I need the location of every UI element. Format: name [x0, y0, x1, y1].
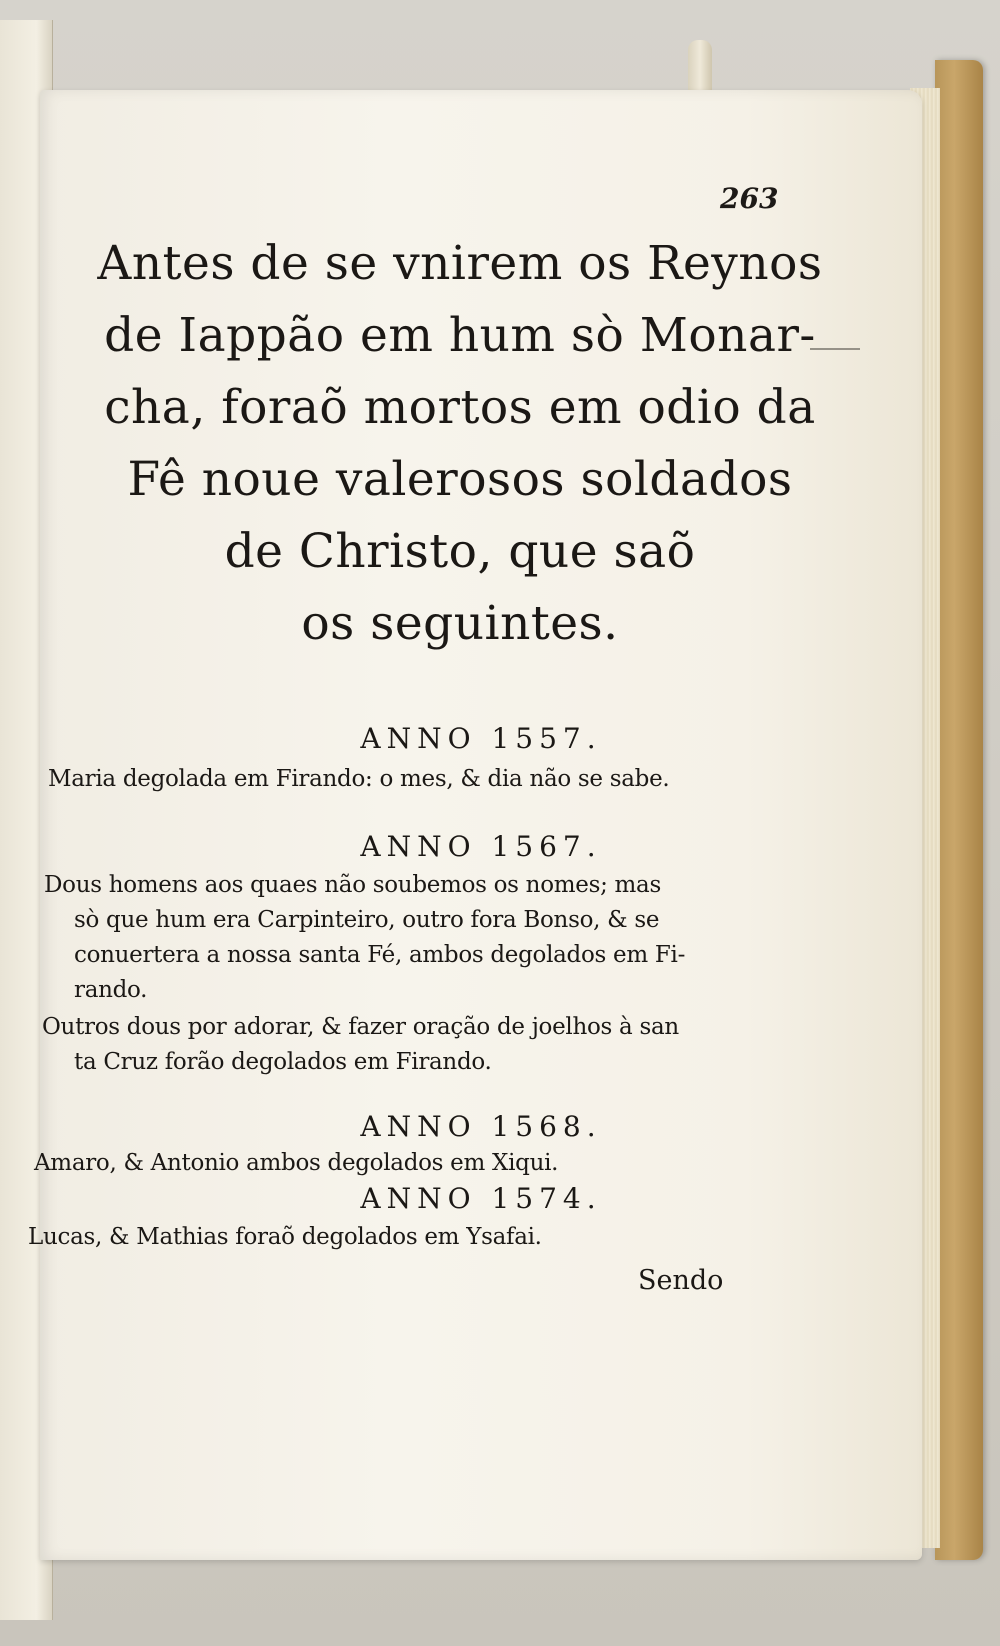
entry-line: sò que hum era Carpinteiro, outro fora Bonso, & se	[74, 907, 660, 933]
heading-line: de Iappão em hum sò Monar-	[104, 308, 816, 363]
heading-line: Antes de se vnirem os Reynos	[97, 236, 823, 291]
year-heading: ANNO 1557.	[360, 722, 602, 755]
entry-line: Dous homens aos quaes não soubemos os nomes; mas	[44, 872, 661, 898]
page-number: 263	[720, 182, 779, 215]
entry-line: Maria degolada em Firando: o mes, & dia não se sabe.	[48, 766, 670, 792]
entry-line: conuertera a nossa santa Fé, ambos degolados em Fi-	[74, 942, 686, 968]
entry-line: ta Cruz forão degolados em Firando.	[74, 1049, 492, 1075]
book-page	[28, 90, 922, 1560]
heading-line: de Christo, que saõ	[224, 524, 696, 579]
entry-line: Outros dous por adorar, & fazer oração de joelhos à san	[42, 1014, 679, 1040]
entry-line: rando.	[74, 977, 148, 1003]
year-heading: ANNO 1574.	[360, 1182, 602, 1215]
book-cover-spine	[935, 60, 983, 1560]
year-heading: ANNO 1567.	[360, 830, 602, 863]
entry-line: Amaro, & Antonio ambos degolados em Xiqui.	[34, 1150, 559, 1176]
page-heading	[60, 228, 860, 660]
heading-line: os seguintes.	[301, 596, 619, 651]
year-heading: ANNO 1568.	[360, 1110, 602, 1143]
heading-line: cha, foraõ mortos em odio da	[104, 380, 816, 435]
catchword: Sendo	[638, 1265, 724, 1296]
heading-line: Fê noue valerosos soldados	[127, 452, 793, 507]
entry-line: Lucas, & Mathias foraõ degolados em Ysafai.	[28, 1224, 542, 1250]
